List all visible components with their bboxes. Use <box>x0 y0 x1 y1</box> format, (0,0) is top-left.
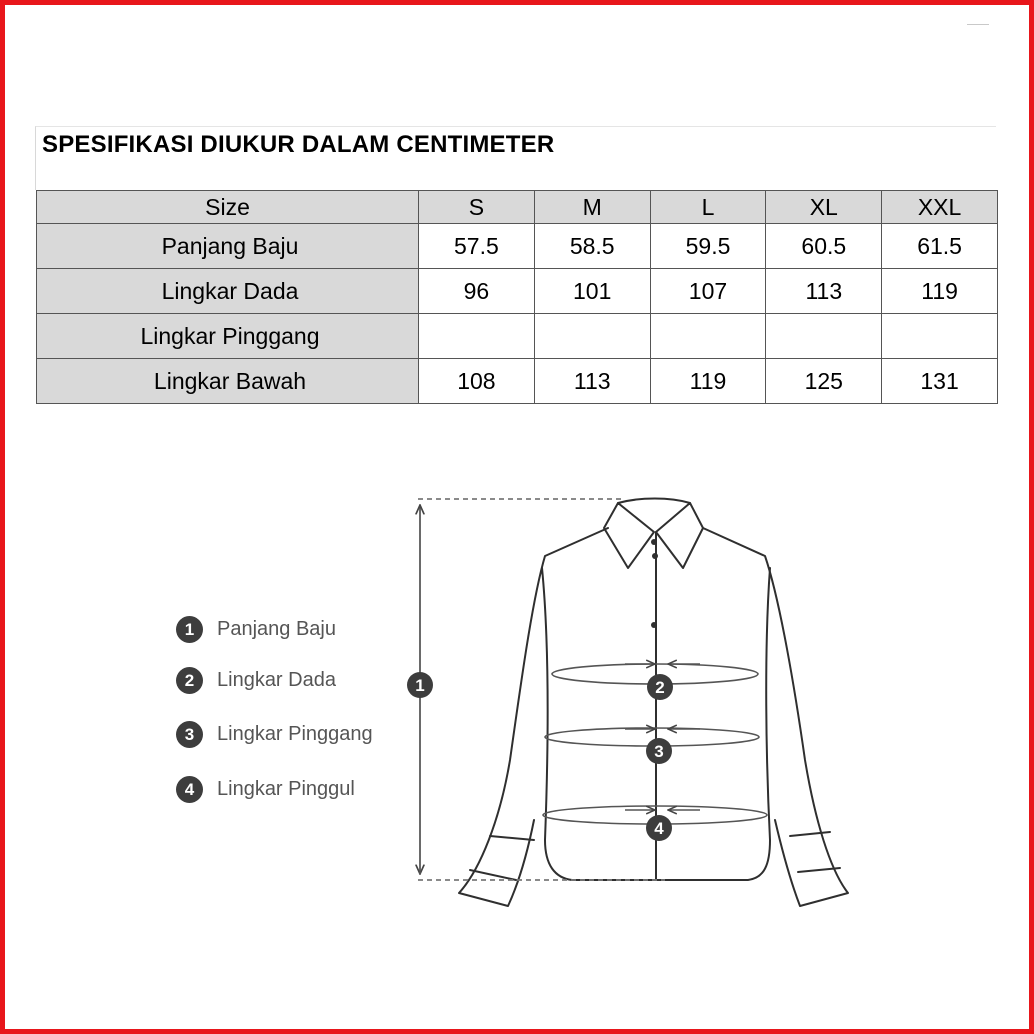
legend-number: 4 <box>176 776 203 803</box>
table-cell: 59.5 <box>650 224 766 269</box>
table-cell: 60.5 <box>766 224 882 269</box>
table-cell: 113 <box>534 359 650 404</box>
table-cell: 131 <box>882 359 998 404</box>
marker-1 <box>407 672 433 698</box>
size-header-xxl: XXL <box>882 191 998 224</box>
shirt-outline <box>459 499 848 907</box>
table-cell: 101 <box>534 269 650 314</box>
row-label: Panjang Baju <box>37 224 419 269</box>
table-cell: 113 <box>766 269 882 314</box>
size-header-s: S <box>419 191 535 224</box>
marker-3 <box>646 738 672 764</box>
legend-number: 2 <box>176 667 203 694</box>
marker-label: 3 <box>654 742 664 761</box>
legend-number: 3 <box>176 721 203 748</box>
table-cell: 125 <box>766 359 882 404</box>
row-label: Lingkar Dada <box>37 269 419 314</box>
legend-label: Lingkar Dada <box>217 669 336 691</box>
button-dot <box>651 622 657 628</box>
legend-label: Lingkar Pinggul <box>217 778 355 800</box>
table-cell: 119 <box>650 359 766 404</box>
size-header-xl: XL <box>766 191 882 224</box>
table-cell: 96 <box>419 269 535 314</box>
size-header-m: M <box>534 191 650 224</box>
table-cell: 58.5 <box>534 224 650 269</box>
row-label: Lingkar Pinggang <box>37 314 419 359</box>
size-header: Size <box>37 191 419 224</box>
table-cell: 57.5 <box>419 224 535 269</box>
button-dot <box>652 553 658 559</box>
row-label: Lingkar Bawah <box>37 359 419 404</box>
table-cell: 119 <box>882 269 998 314</box>
table-cell: 61.5 <box>882 224 998 269</box>
legend-label: Panjang Baju <box>217 618 336 640</box>
size-header-l: L <box>650 191 766 224</box>
marker-label: 1 <box>415 676 425 695</box>
marker-label: 4 <box>654 819 664 838</box>
legend-label: Lingkar Pinggang <box>217 723 373 745</box>
legend-number: 1 <box>176 616 203 643</box>
button-dot <box>651 539 657 545</box>
table-cell: 107 <box>650 269 766 314</box>
length-guides <box>418 499 665 880</box>
table-cell: 108 <box>419 359 535 404</box>
page-title: SPESIFIKASI DIUKUR DALAM CENTIMETER <box>42 131 555 158</box>
marker-4 <box>646 815 672 841</box>
marker-label: 2 <box>655 678 665 697</box>
marker-2 <box>647 674 673 700</box>
